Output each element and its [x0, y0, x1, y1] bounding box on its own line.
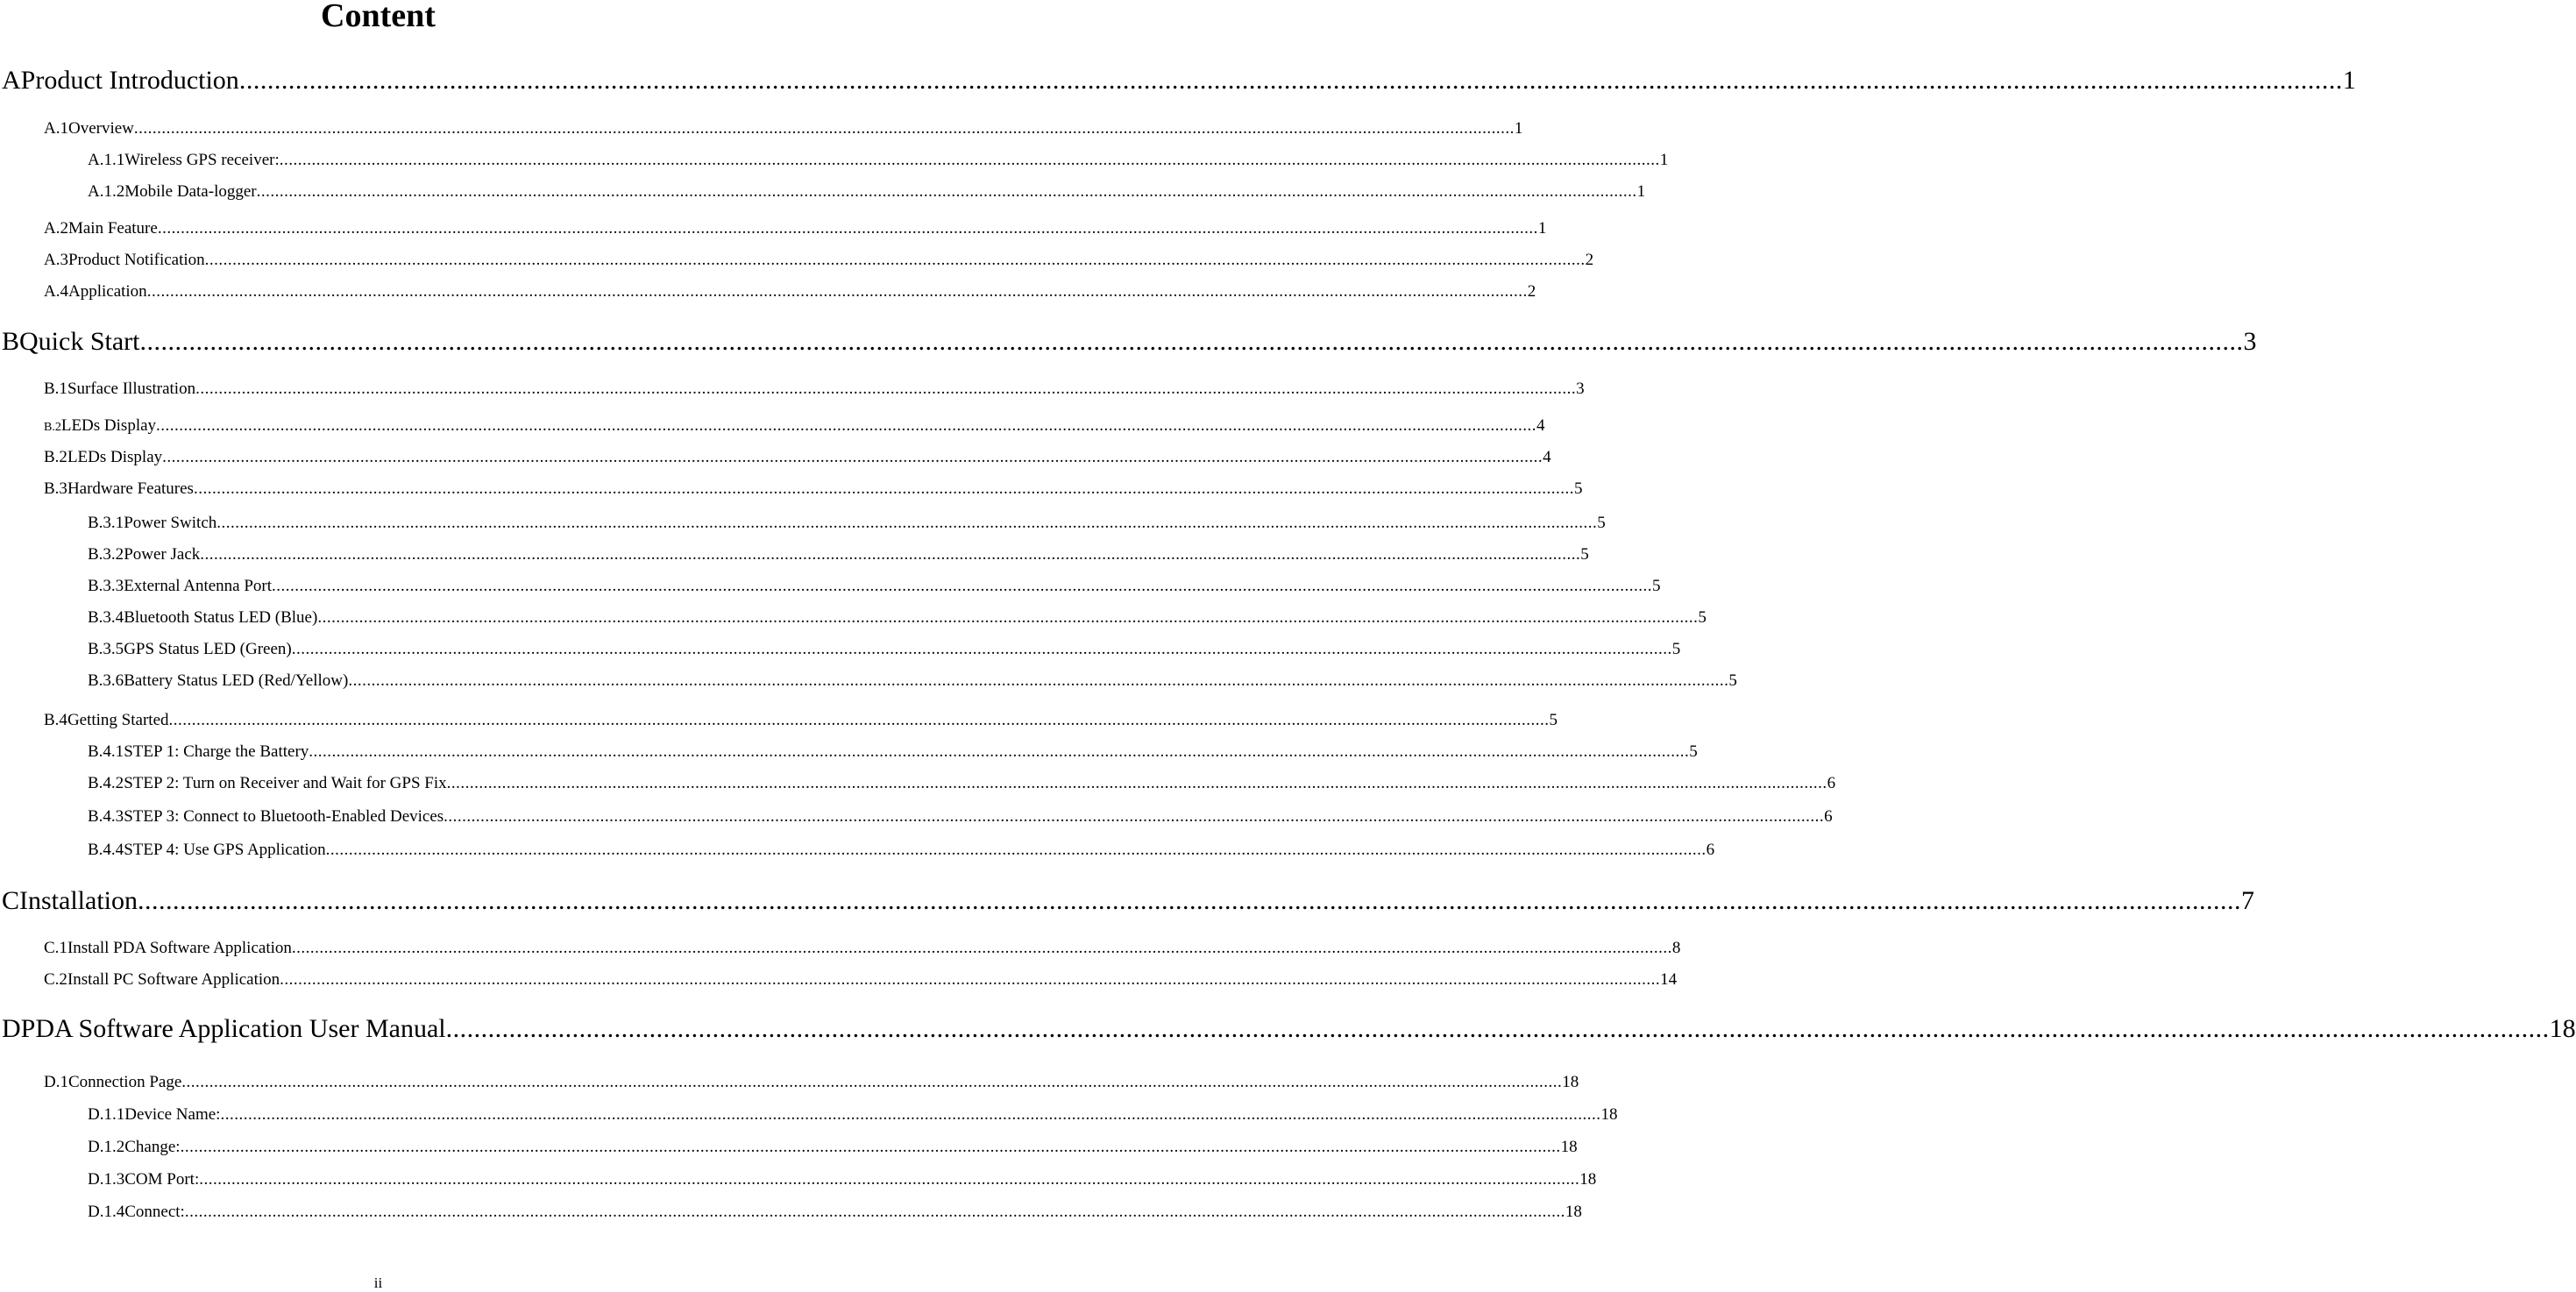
dot-leader: ............................................................................................................................................................................................................................................................................................................	[317, 608, 1699, 627]
toc-entry-number: A.2	[44, 219, 68, 238]
dot-leader: ............................................................................................................................................................................................................................................................................................................	[195, 380, 1577, 398]
toc-entry-number: B.2	[44, 421, 61, 434]
toc-entry[interactable]	[44, 415, 1545, 438]
toc-entry-number: B	[2, 327, 20, 356]
toc-entry-number: B.4.2	[88, 774, 124, 792]
toc-entry[interactable]	[2, 1013, 2576, 1045]
toc-entry-page: 18	[2549, 1014, 2576, 1043]
toc-entry[interactable]	[88, 607, 1707, 628]
toc-entry-title: Device Name:	[124, 1105, 221, 1124]
toc-entry-number: A.1.2	[88, 182, 125, 201]
toc-entry-number: B.4.3	[88, 807, 124, 826]
toc-entry-page: 1	[1514, 119, 1523, 138]
toc-entry-number: D.1.3	[88, 1170, 125, 1189]
toc-entry-page: 6	[1706, 841, 1715, 859]
toc-entry-title: Connection Page	[67, 1073, 182, 1091]
toc-entry-title: Mobile Data-logger	[124, 182, 257, 201]
toc-entry[interactable]	[88, 513, 1606, 534]
toc-entry-page: 5	[1698, 608, 1707, 627]
toc-entry[interactable]	[88, 1202, 1582, 1223]
dot-leader: ............................................................................................................................................................................................................................................................................................................	[156, 416, 1537, 435]
toc-entry-page: 4	[1543, 448, 1551, 466]
toc-entry[interactable]	[44, 281, 1536, 302]
dot-leader: ............................................................................................................................................................................................................................................................................................................	[325, 841, 1707, 859]
toc-entry-number: D.1.1	[88, 1105, 125, 1124]
toc-entry-number: A.1.1	[88, 151, 125, 169]
dot-leader: ............................................................................................................................................................................................................................................................................................................	[279, 151, 1660, 169]
toc-entry-number: D.1	[44, 1073, 68, 1091]
toc-entry-page: 6	[1827, 774, 1836, 792]
toc-entry[interactable]	[44, 250, 1594, 271]
toc-entry-page: 4	[1536, 416, 1545, 435]
dot-leader: ............................................................................................................................................................................................................................................................................................................	[272, 577, 1653, 595]
toc-entry-title: Product Notification	[67, 251, 205, 269]
toc-entry-number: D	[2, 1014, 21, 1043]
dot-leader: ............................................................................................................................................................................................................................................................................................................	[238, 66, 2343, 95]
toc-entry-title: Power Jack	[124, 545, 201, 564]
toc-entry[interactable]	[88, 1104, 1618, 1125]
toc-entry-title: Main Feature	[67, 219, 158, 238]
toc-entry[interactable]	[44, 1072, 1579, 1093]
toc-entry-page: 1	[1636, 182, 1646, 201]
dot-leader: ............................................................................................................................................................................................................................................................................................................	[180, 1138, 1561, 1156]
toc-entry[interactable]	[88, 773, 1836, 794]
toc-entry[interactable]	[2, 326, 2257, 358]
toc-entry-page: 14	[1660, 970, 1678, 989]
toc-entry[interactable]	[88, 181, 1646, 202]
dot-leader: ............................................................................................................................................................................................................................................................................................................	[146, 282, 1528, 301]
toc-entry-page: 1	[1537, 219, 1547, 238]
toc-entry-title: Install PC Software Application	[67, 970, 280, 989]
toc-entry-page: 7	[2241, 886, 2254, 915]
dot-leader: ............................................................................................................................................................................................................................................................................................................	[291, 939, 1672, 957]
dot-leader: ............................................................................................................................................................................................................................................................................................................	[139, 327, 2244, 356]
toc-entry-number: B.3.4	[88, 608, 124, 627]
toc-entry-page: 3	[1576, 380, 1585, 398]
toc-entry-title: External Antenna Port	[124, 577, 273, 595]
dot-leader: ............................................................................................................................................................................................................................................................................................................	[444, 807, 1825, 826]
dot-leader: ............................................................................................................................................................................................................................................................................................................	[181, 1073, 1563, 1091]
toc-entry-number: A.1	[44, 119, 68, 138]
toc-entry-page: 5	[1580, 545, 1589, 564]
toc-entry[interactable]	[44, 710, 1558, 731]
dot-leader: ............................................................................................................................................................................................................................................................................................................	[348, 671, 1729, 690]
toc-entry-title: STEP 1: Charge the Battery	[124, 742, 309, 761]
toc-entry-number: B.4	[44, 711, 67, 729]
toc-entry-number: B.1	[44, 380, 67, 398]
toc-entry-number: B.4.4	[88, 841, 124, 859]
toc-entry-page: 8	[1671, 939, 1681, 957]
toc-entry[interactable]	[88, 1137, 1578, 1158]
toc-entry-page: 5	[1652, 577, 1661, 595]
toc-entry-page: 6	[1824, 807, 1833, 826]
toc-entry-page: 18	[1562, 1073, 1579, 1091]
toc-entry[interactable]	[88, 576, 1661, 597]
toc-entry-page: 1	[1659, 151, 1669, 169]
toc-entry[interactable]	[44, 447, 1551, 468]
toc-entry-number: B.3	[44, 479, 67, 498]
toc-entry-page: 3	[2243, 327, 2257, 356]
toc-entry-page: 18	[1600, 1105, 1618, 1124]
dot-leader: ............................................................................................................................................................................................................................................................................................................	[138, 886, 2241, 915]
toc-entry-title: Bluetooth Status LED (Blue)	[124, 608, 318, 627]
toc-entry[interactable]	[88, 544, 1589, 565]
toc-entry-page: 5	[1671, 640, 1681, 658]
toc-entry[interactable]	[88, 671, 1737, 692]
toc-entry-number: C.1	[44, 939, 67, 957]
toc-entry-page: 5	[1573, 479, 1583, 498]
toc-entry[interactable]	[2, 885, 2254, 917]
toc-entry-page: 2	[1585, 251, 1594, 269]
toc-entry-number: B.3.6	[88, 671, 124, 690]
dot-leader: ............................................................................................................................................................................................................................................................................................................	[168, 711, 1550, 729]
toc-entry-title: Quick Start	[19, 327, 140, 356]
toc-entry-number: A	[2, 66, 21, 95]
toc-entry-title: GPS Status LED (Green)	[124, 640, 292, 658]
toc-entry-number: C.2	[44, 970, 67, 989]
toc-entry-page: 5	[1728, 671, 1737, 690]
toc-entry-title: Wireless GPS receiver:	[124, 151, 280, 169]
toc-entry-title: Product Introduction	[20, 66, 239, 95]
toc-entry-title: COM Port:	[124, 1170, 200, 1189]
toc-entry-page: 18	[1579, 1170, 1597, 1189]
toc-entry-title: Hardware Features	[67, 479, 194, 498]
toc-entry-number: B.4.1	[88, 742, 124, 761]
toc-entry[interactable]	[44, 218, 1547, 239]
toc-entry-title: LEDs Display	[67, 448, 163, 466]
dot-leader: ............................................................................................................................................................................................................................................................................................................	[280, 970, 1661, 989]
toc-entry-title: Overview	[67, 119, 134, 138]
toc-entry-number: C	[2, 886, 20, 915]
toc-entry-page: 2	[1527, 282, 1536, 301]
page-number-footer: ii	[373, 1274, 383, 1291]
dot-leader: ............................................................................................................................................................................................................................................................................................................	[199, 1170, 1580, 1189]
toc-entry-page: 18	[1565, 1203, 1582, 1221]
toc-entry[interactable]	[44, 379, 1585, 400]
page-title: Content	[321, 0, 436, 34]
toc-entry-number: B.2	[44, 448, 67, 466]
dot-leader: ............................................................................................................................................................................................................................................................................................................	[216, 514, 1598, 532]
dot-leader: ............................................................................................................................................................................................................................................................................................................	[256, 182, 1637, 201]
toc-entry-page: 5	[1689, 742, 1698, 761]
toc-entry-title: LEDs Display	[60, 416, 157, 435]
toc-entry[interactable]	[44, 938, 1681, 959]
dot-leader: ............................................................................................................................................................................................................................................................................................................	[157, 219, 1538, 238]
toc-entry-title: Application	[67, 282, 147, 301]
toc-entry[interactable]	[88, 639, 1681, 660]
toc-entry[interactable]	[44, 969, 1678, 990]
dot-leader: ............................................................................................................................................................................................................................................................................................................	[445, 1014, 2550, 1043]
toc-entry-title: Getting Started	[67, 711, 169, 729]
dot-leader: ............................................................................................................................................................................................................................................................................................................	[220, 1105, 1601, 1124]
toc-entry-title: Power Switch	[124, 514, 217, 532]
toc-entry[interactable]	[2, 65, 2356, 96]
toc-entry-title: Install PDA Software Application	[67, 939, 292, 957]
dot-leader: ............................................................................................................................................................................................................................................................................................................	[193, 479, 1574, 498]
toc-entry-title: STEP 4: Use GPS Application	[124, 841, 326, 859]
dot-leader: ............................................................................................................................................................................................................................................................................................................	[184, 1203, 1565, 1221]
dot-leader: ............................................................................................................................................................................................................................................................................................................	[162, 448, 1543, 466]
toc-entry[interactable]	[44, 118, 1523, 139]
toc-entry[interactable]	[88, 840, 1715, 861]
dot-leader: ............................................................................................................................................................................................................................................................................................................	[309, 742, 1690, 761]
toc-entry-title: PDA Software Application User Manual	[20, 1014, 446, 1043]
toc-entry-page: 18	[1560, 1138, 1578, 1156]
toc-entry[interactable]	[44, 479, 1583, 500]
toc-entry-title: STEP 2: Turn on Receiver and Wait for GPS Fix	[124, 774, 447, 792]
toc-entry-number: B.3.5	[88, 640, 124, 658]
toc-entry-title: Change:	[124, 1138, 181, 1156]
toc-entry-number: B.3.2	[88, 545, 124, 564]
toc-entry[interactable]	[88, 742, 1698, 763]
toc-entry[interactable]	[88, 806, 1833, 827]
toc-entry[interactable]	[88, 150, 1669, 171]
toc-entry-number: A.4	[44, 282, 68, 301]
dot-leader: ............................................................................................................................................................................................................................................................................................................	[133, 119, 1515, 138]
toc-entry-number: A.3	[44, 251, 68, 269]
toc-entry-number: B.3.1	[88, 514, 124, 532]
toc-entry-title: STEP 3: Connect to Bluetooth-Enabled Devices	[124, 807, 444, 826]
toc-entry-number: B.3.3	[88, 577, 124, 595]
dot-leader: ............................................................................................................................................................................................................................................................................................................	[200, 545, 1581, 564]
toc-entry-number: D.1.4	[88, 1203, 125, 1221]
dot-leader: ............................................................................................................................................................................................................................................................................................................	[446, 774, 1827, 792]
dot-leader: ............................................................................................................................................................................................................................................................................................................	[291, 640, 1672, 658]
toc-entry-title: Battery Status LED (Red/Yellow)	[124, 671, 349, 690]
toc-entry-title: Installation	[19, 886, 138, 915]
toc-entry-number: D.1.2	[88, 1138, 125, 1156]
dot-leader: ............................................................................................................................................................................................................................................................................................................	[204, 251, 1586, 269]
toc-entry-page: 5	[1549, 711, 1558, 729]
toc-entry-title: Surface Illustration	[67, 380, 196, 398]
toc-entry[interactable]	[88, 1169, 1597, 1190]
toc-entry-page: 5	[1597, 514, 1606, 532]
toc-entry-page: 1	[2342, 66, 2356, 95]
toc-entry-title: Connect:	[124, 1203, 185, 1221]
